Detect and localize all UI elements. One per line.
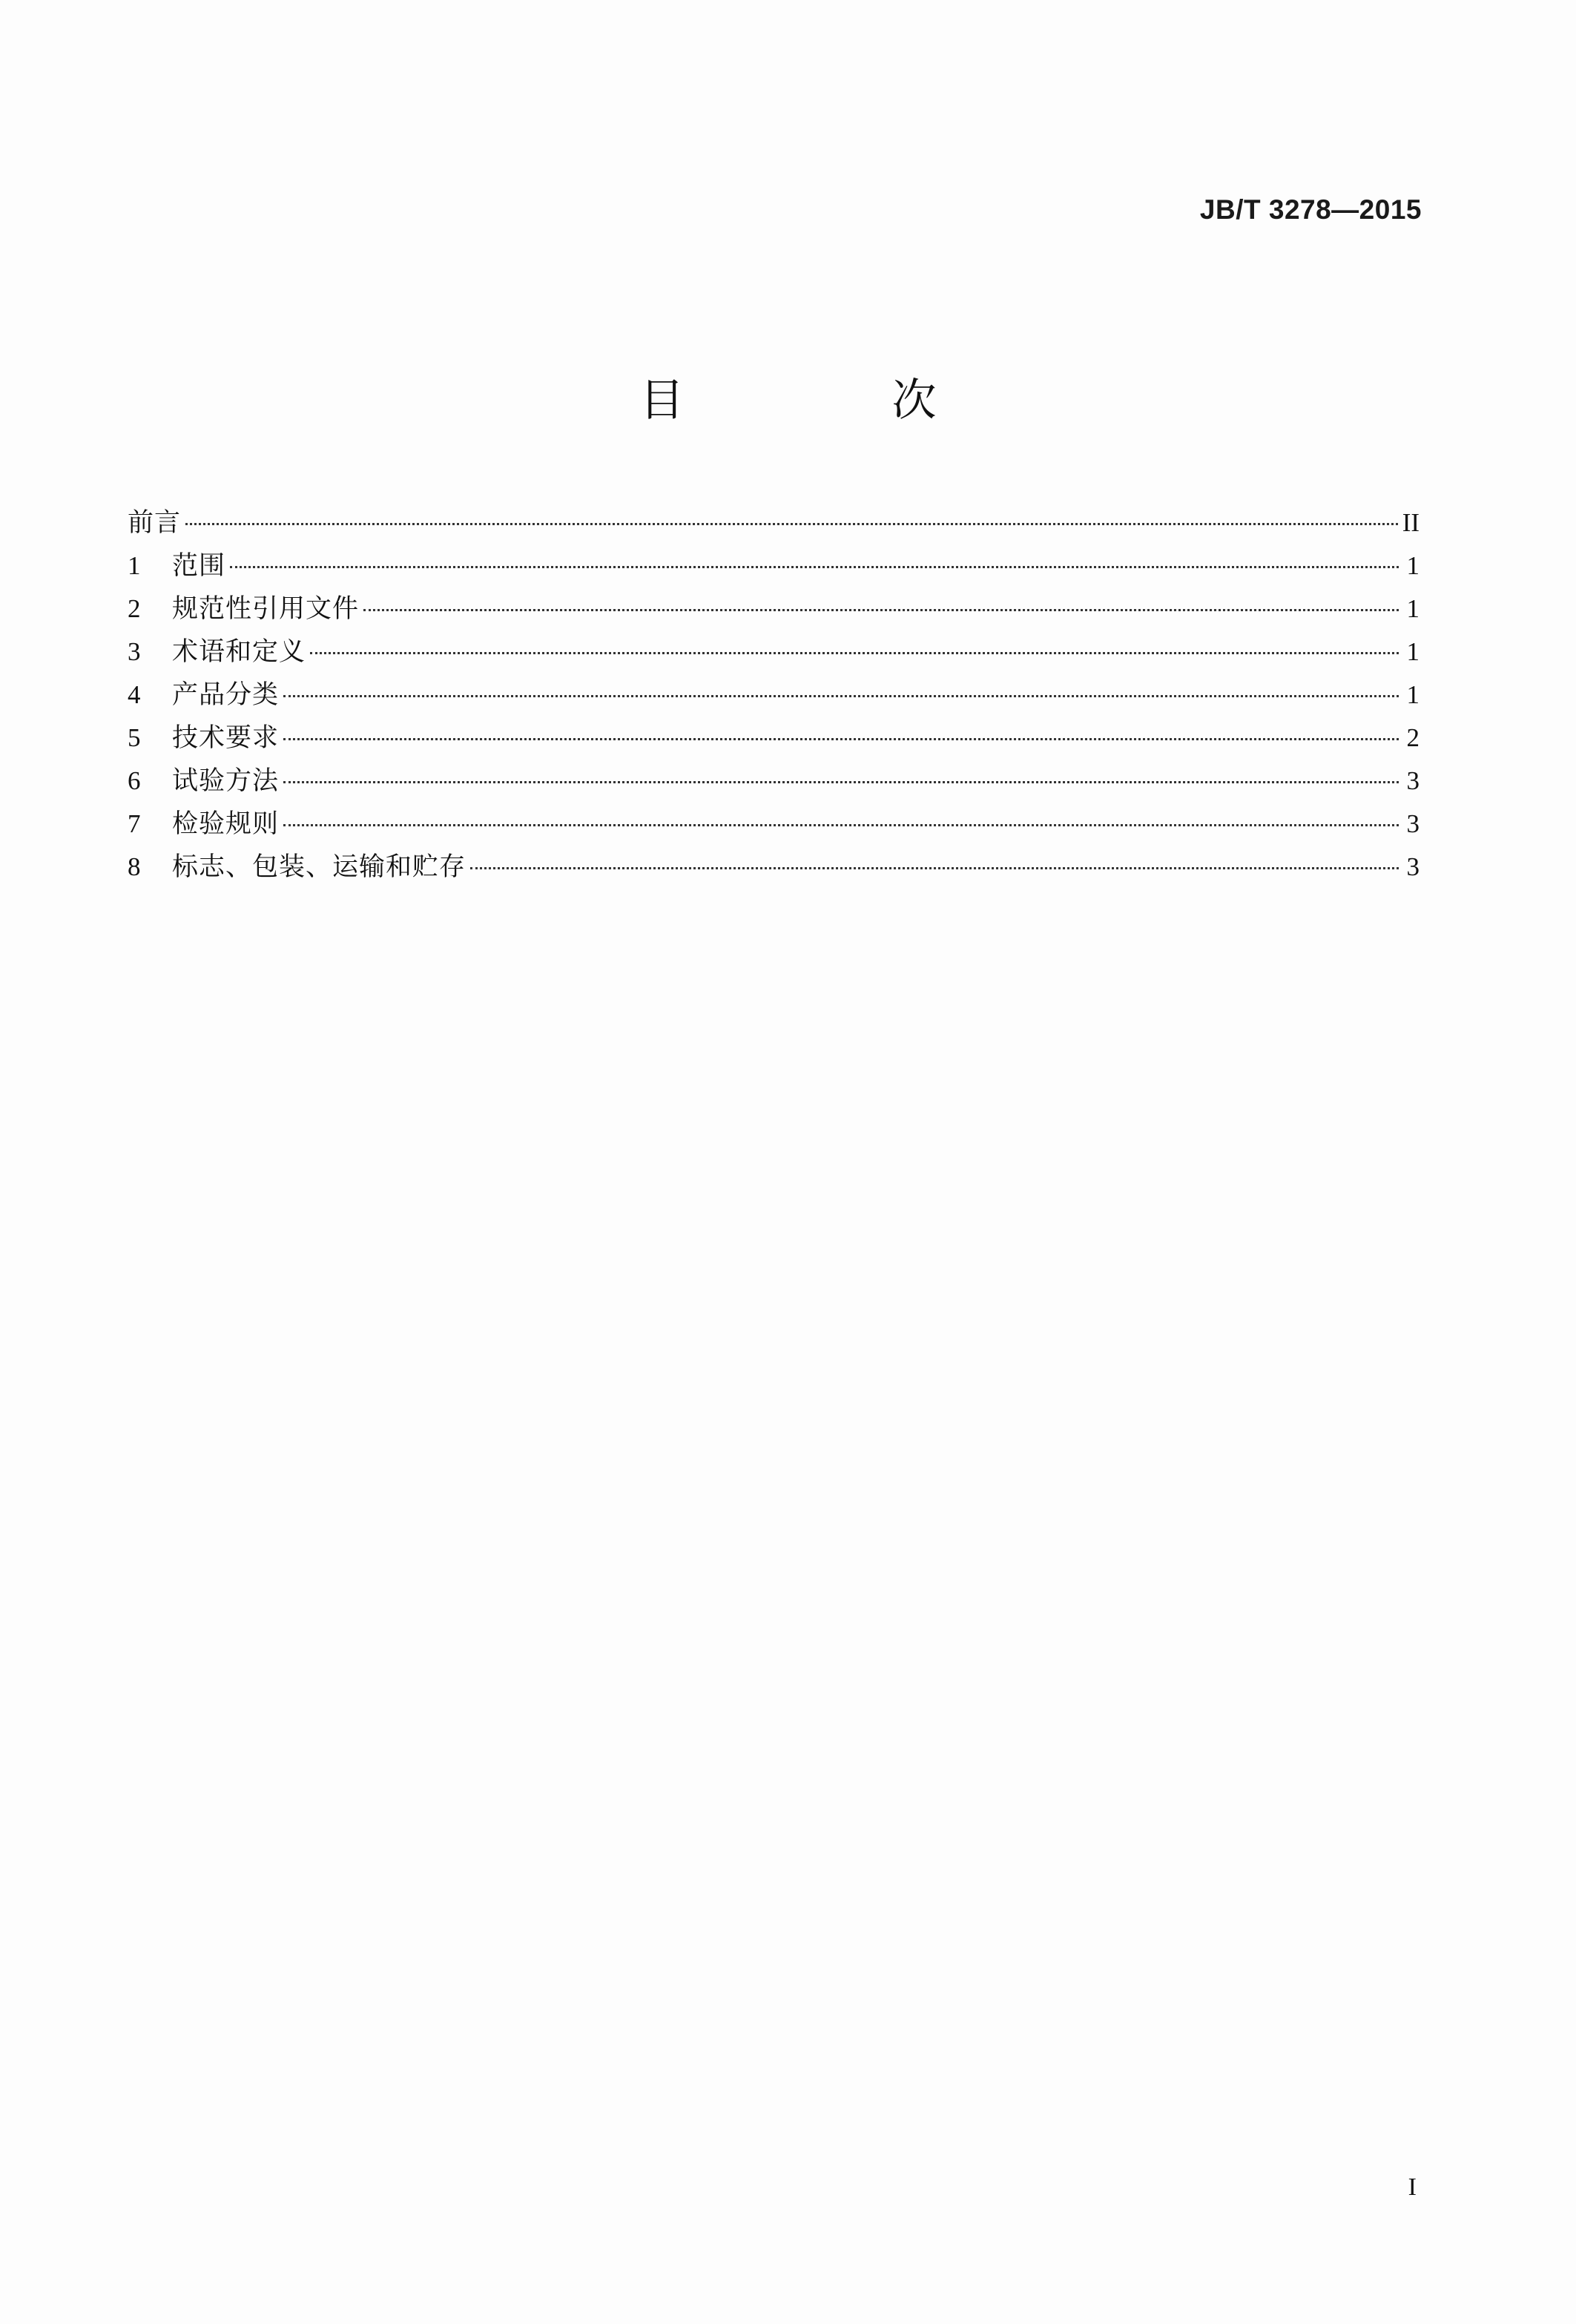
toc-entry-number: 4: [128, 680, 141, 709]
toc-entry-label: 标志、包装、运输和贮存: [172, 852, 466, 882]
toc-entry-label: 前言: [128, 508, 182, 538]
toc-entry-2[interactable]: [128, 587, 1420, 631]
toc-entry-page: 3: [1406, 809, 1420, 838]
toc-leader-dots: [283, 781, 1399, 783]
toc-leader-dots: [283, 824, 1399, 826]
toc-entry-label: 规范性引用文件: [172, 594, 360, 624]
toc-entry-1[interactable]: [128, 544, 1420, 587]
toc-title: 目 次: [639, 375, 1018, 427]
toc-entry-label: 试验方法: [172, 766, 280, 796]
toc-entry-7[interactable]: [128, 803, 1420, 846]
toc-entry-page: II: [1402, 508, 1420, 537]
toc-entry-page: 1: [1406, 594, 1420, 623]
toc-leader-dots: [363, 609, 1399, 611]
toc-entry-8[interactable]: [128, 846, 1420, 889]
toc-entry-label: 范围: [172, 551, 226, 581]
toc-entry-number: 5: [128, 723, 141, 752]
toc-entry-label: 检验规则: [172, 809, 280, 839]
toc-entry-page: 3: [1406, 852, 1420, 881]
toc-entry-label: 技术要求: [172, 723, 280, 753]
toc-entry-4[interactable]: [128, 674, 1420, 717]
toc-entry-page: 3: [1406, 766, 1420, 795]
page-number: I: [1408, 2173, 1417, 2201]
toc-entry-foreword[interactable]: [128, 501, 1420, 544]
toc-leader-dots: [310, 652, 1399, 654]
toc-entry-page: 1: [1406, 680, 1420, 709]
toc-leader-dots: [185, 523, 1398, 525]
toc-entry-number: 8: [128, 852, 141, 881]
toc-entry-page: 1: [1406, 551, 1420, 580]
toc-entry-number: 7: [128, 809, 141, 838]
toc-entry-number: 1: [128, 551, 141, 580]
toc-entry-number: 6: [128, 766, 141, 795]
toc-entry-number: 2: [128, 594, 141, 623]
standard-code: JB/T 3278—2015: [1199, 194, 1422, 225]
toc-entry-label: 术语和定义: [172, 637, 306, 667]
toc-leader-dots: [283, 695, 1399, 697]
toc-entry-number: 3: [128, 637, 141, 666]
toc-leader-dots: [470, 867, 1399, 869]
toc-entry-5[interactable]: [128, 717, 1420, 760]
table-of-contents: [128, 501, 1420, 889]
toc-entry-label: 产品分类: [172, 680, 280, 710]
toc-entry-page: 2: [1406, 723, 1420, 752]
toc-entry-3[interactable]: [128, 631, 1420, 674]
toc-leader-dots: [230, 566, 1399, 568]
toc-leader-dots: [283, 738, 1399, 740]
toc-entry-6[interactable]: [128, 760, 1420, 803]
toc-entry-page: 1: [1406, 637, 1420, 666]
